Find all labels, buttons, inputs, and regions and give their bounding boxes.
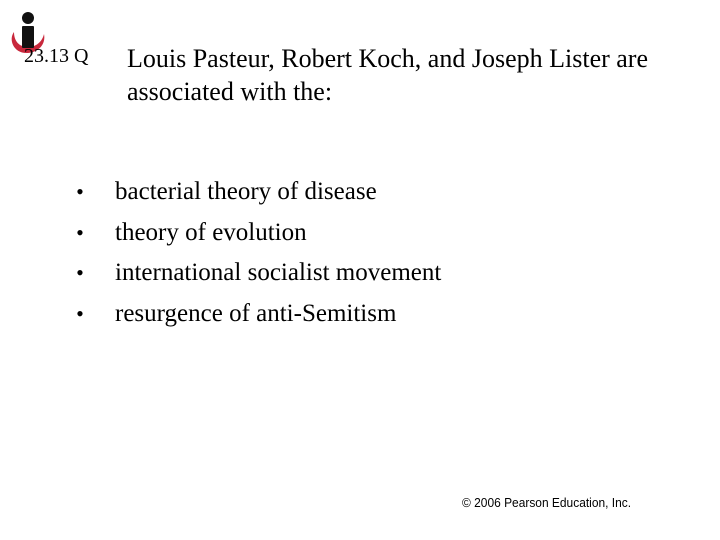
bullet-icon: • — [76, 300, 84, 326]
answer-option-text: theory of evolution — [115, 218, 307, 246]
answer-option — [70, 172, 441, 213]
question-number: 23.13 Q — [24, 45, 89, 67]
question-text: Louis Pasteur, Robert Koch, and Joseph Lister are associated with the: — [127, 44, 649, 106]
answer-option-text: resurgence of anti-Semitism — [115, 299, 397, 327]
answer-option-text: international socialist movement — [115, 259, 442, 286]
answer-option-text: bacterial theory of disease — [115, 178, 377, 205]
answer-option — [70, 294, 441, 335]
bullet-icon: • — [76, 260, 84, 285]
answer-option — [70, 253, 441, 294]
copyright-notice: © 2006 Pearson Education, Inc. — [462, 495, 632, 510]
answer-options — [70, 172, 441, 334]
answer-option — [70, 213, 441, 254]
bullet-icon: • — [76, 219, 84, 245]
bullet-icon: • — [76, 179, 84, 204]
